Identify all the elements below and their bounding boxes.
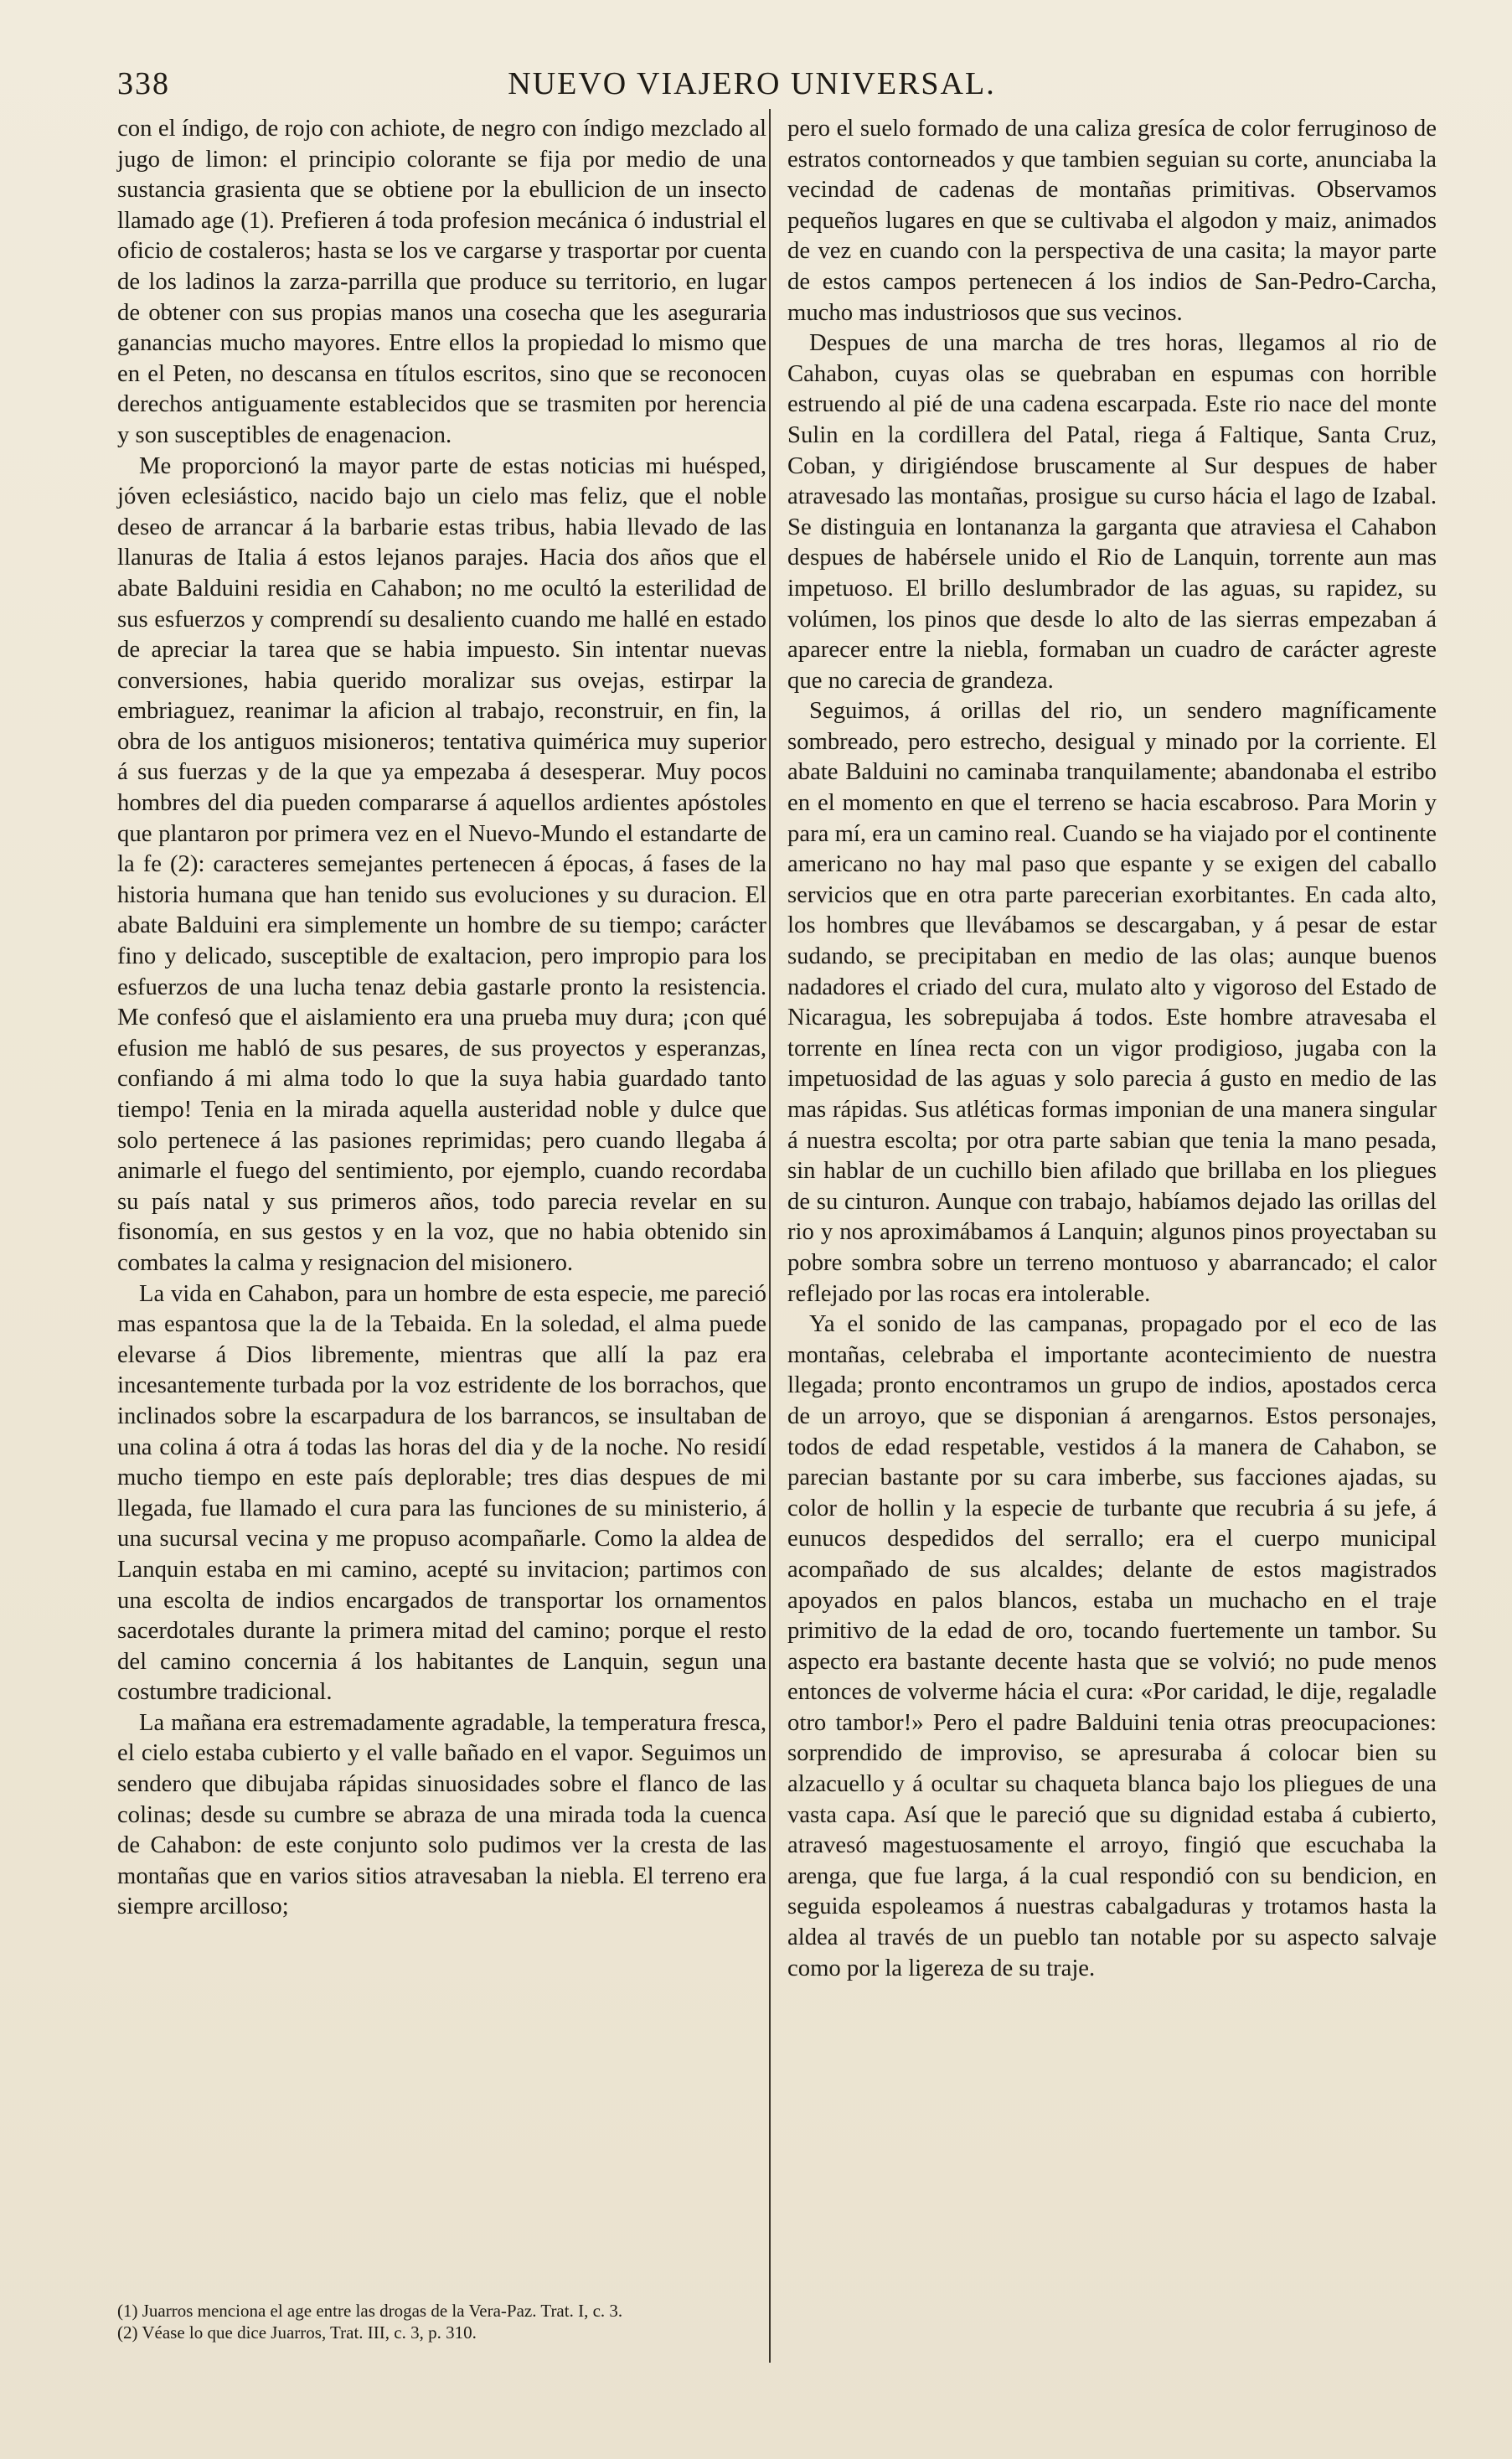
- paragraph: La mañana era estremadamente agradable, la temperatura fresca, el cielo estaba cubierto y el valle bañado en el vapor. Seguimos un sendero que dibujaba rápidas sinuosidades sobre el flanco de las colinas; desde su cumbre se abraza de una mirada toda la cuenca de Cahabon: de este conjunto solo pudimos ver la cresta de las montañas que en varios sitios atravesaban la niebla. El terreno era siempre arcilloso;: [117, 1708, 766, 1920]
- right-column: [787, 113, 1437, 1983]
- paragraph: Seguimos, á orillas del rio, un sendero magníficamente sombreado, pero estrecho, desigual y minado por la corriente. El abate Balduini no caminaba tranquilamente; abandonaba el estribo en el momento en que el terreno se hacia escabroso. Para Morin y para mí, era un camino real. Cuando se ha viajado por el continente americano no hay mal paso que espante y se exigen del caballo servicios que en otra parte parecerian exorbitantes. En cada alto, los hombres que llevábamos se descargaban, y á pesar de estar sudando, se precipitaban en medio de las olas; aunque buenos nadadores el criado del cura, mulato alto y vigoroso del Estado de Nicaragua, les sobrepujaba á todos. Este hombre atravesaba el torrente en línea recta con un vigor prodigioso, jugaba con la impetuosidad de las aguas y solo parecia á gusto en medio de las mas rápidas. Sus atléticas formas imponian de una manera singular á nuestra escolta; por otra parte sabian que tenia la mano pesada, sin hablar de un cuchillo bien afilado que brillaba en los pliegues de su cinturon. Aunque con trabajo, habíamos dejado las orillas del rio y nos aproximábamos á Lanquin; algunos pinos proyectaban su pobre sombra sobre un terreno montuoso y abarrancado; el calor reflejado por las rocas era intolerable.: [787, 697, 1437, 1307]
- paragraph: Me proporcionó la mayor parte de estas noticias mi huésped, jóven eclesiástico, nacido bajo un cielo mas feliz, que el noble deseo de arrancar á la barbarie estas tribus, habia llevado de las llanuras de Italia á estos lejanos parajes. Hacia dos años que el abate Balduini residia en Cahabon; no me ocultó la esterilidad de sus esfuerzos y comprendí su desaliento cuando me hallé en estado de apreciar la tarea que se habia impuesto. Sin intentar nuevas conversiones, habia querido moralizar sus ovejas, estirpar la embriaguez, reanimar la aficion al trabajo, reconstruir, en fin, la obra de los antiguos misioneros; tentativa quimérica muy superior á sus fuerzas y de la que ya empezaba á desesperar. Muy pocos hombres del dia pueden compararse á aquellos ardientes apóstoles que plantaron por primera vez en el Nuevo-Mundo el estandarte de la fe (2): caracteres semejantes pertenecen á épocas, á fases de la historia humana que han tenido sus evoluciones y su duracion. El abate Balduini era simplemente un hombre de su tiempo; carácter fino y delicado, susceptible de exaltacion, pero impropio para los esfuerzos de una lucha tenaz debia gastarle pronto la resistencia. Me confesó que el aislamiento era una prueba muy dura; ¡con qué efusion me habló de sus pesares, de sus proyectos y esperanzas, confiando á mi alma todo lo que la suya habia guardado tanto tiempo! Tenia en la mirada aquella austeridad noble y dulce que solo pertenece á las pasiones reprimidas; pero cuando llegaba á animarle el fuego del sentimiento, por ejemplo, cuando recordaba su país natal y sus primeros años, todo parecia revelar en su fisonomía, en sus gestos y en la voz, que no habia obtenido sin combates la calma y resignacion del misionero.: [117, 452, 766, 1276]
- paragraph: pero el suelo formado de una caliza gresíca de color ferruginoso de estratos contorneados y que tambien seguian su corte, anunciaba la vecindad de cadenas de montañas primitivas. Observamos pequeños lugares en que se cultivaba el algodon y maiz, animados de vez en cuando con la perspectiva de una casita; la mayor parte de estos campos pertenecen á los indios de San-Pedro-Carcha, mucho mas industriosos que sus vecinos.: [787, 115, 1437, 326]
- page-header: [117, 65, 1386, 109]
- footnote: (2) Véase lo que dice Juarros, Trat. III, c. 3, p. 310.: [117, 2322, 477, 2343]
- running-title: NUEVO VIAJERO UNIVERSAL.: [508, 66, 996, 101]
- page-number: 338: [117, 66, 170, 101]
- paragraph: Ya el sonido de las campanas, propagado por el eco de las montañas, celebraba el importante acontecimiento de nuestra llegada; pronto encontramos un grupo de indios, apostados cerca de un arroyo, que se disponian á arengarnos. Estos personajes, todos de edad respetable, vestidos á la manera de Cahabon, se parecian bastante por su cara imberbe, sus facciones ajadas, su color de hollin y la especie de turbante que recubria á su jefe, á eunucos despedidos del serrallo; era el cuerpo municipal acompañado de sus alcaldes; delante de estos magistrados apoyados en palos blancos, estaba un muchacho en el traje primitivo de la edad de oro, tocando fuertemente un tambor. Su aspecto era bastante decente hasta que se volvió; no pude menos entonces de volverme hácia el cura: «Por caridad, le dije, regaladle otro tambor!» Pero el padre Balduini tenia otras preocupaciones: sorprendido de improviso, se apresuraba á colocar bien su alzacuello y á ocultar su chaqueta blanca bajo los pliegues de una vasta capa. Así que le pareció que su dignidad estaba á cubierto, atravesó magestuosamente el arroyo, fingió que escuchaba la arenga, que fue larga, á la cual respondió con su bendicion, en seguida espoleamos á nuestras cabalgaduras y trotamos hasta la aldea al través de un pueblo tan notable por su aspecto salvaje como por la ligereza de su traje.: [787, 1310, 1437, 1981]
- paragraph: La vida en Cahabon, para un hombre de esta especie, me pareció mas espantosa que la de la Tebaida. En la soledad, el alma puede elevarse á Dios libremente, mientras que allí la paz era incesantemente turbada por la voz estridente de los borrachos, que inclinados sobre la escarpadura de los barrancos, se insultaban de una colina á otra á todas las horas del dia y de la noche. No residí mucho tiempo en este país deplorable; tres dias despues de mi llegada, fue llamado el cura para las funciones de su ministerio, á una sucursal vecina y me propuso acompañarle. Como la aldea de Lanquin estaba en mi camino, acepté su invitacion; partimos con una escolta de indios encargados de transportar los ornamentos sacerdotales durante la primera mitad del camino; porque el resto del camino concernia á los habitantes de Lanquin, segun una costumbre tradicional.: [117, 1279, 766, 1706]
- footnote: (1) Juarros menciona el age entre las drogas de la Vera-Paz. Trat. I, c. 3.: [117, 2301, 623, 2321]
- paragraph: Despues de una marcha de tres horas, llegamos al rio de Cahabon, cuyas olas se quebraban en espumas con horrible estruendo al pié de una cadena escarpada. Este rio nace del monte Sulin en la cordillera del Patal, riega á Faltique, Santa Cruz, Coban, y dirigiéndose bruscamente al Sur despues de haber atravesado las montañas, prosigue su curso hácia el lago de Izabal. Se distinguia en lontananza la garganta que atraviesa el Cahabon despues de habérsele unido el Rio de Lanquin, torrente aun mas impetuoso. El brillo deslumbrador de las aguas, su rapidez, su volúmen, los pinos que desde lo alto de las sierras empezaban á aparecer entre la niebla, formaban un cuadro de carácter agreste que no carecia de grandeza.: [787, 329, 1437, 694]
- left-column: [117, 113, 766, 1922]
- footnotes: [117, 2300, 766, 2343]
- paragraph: con el índigo, de rojo con achiote, de negro con índigo mezclado al jugo de limon: el principio colorante se fija por medio de una sustancia grasienta que se obtiene por la ebullicion de un insecto llamado age (1). Prefieren á toda profesion mecánica ó industrial el oficio de costaleros; hasta se los ve cargarse y trasportar por cuenta de los ladinos la zarza-parrilla que produce su territorio, en lugar de obtener con sus propias manos una cosecha que les aseguraria ganancias mucho mayores. Entre ellos la propiedad lo mismo que en el Peten, no descansa en títulos escritos, sino que se reconocen derechos antiguamente establecidos que se trasmiten por herencia y son susceptibles de enagenacion.: [117, 115, 766, 448]
- column-divider: [769, 109, 771, 2363]
